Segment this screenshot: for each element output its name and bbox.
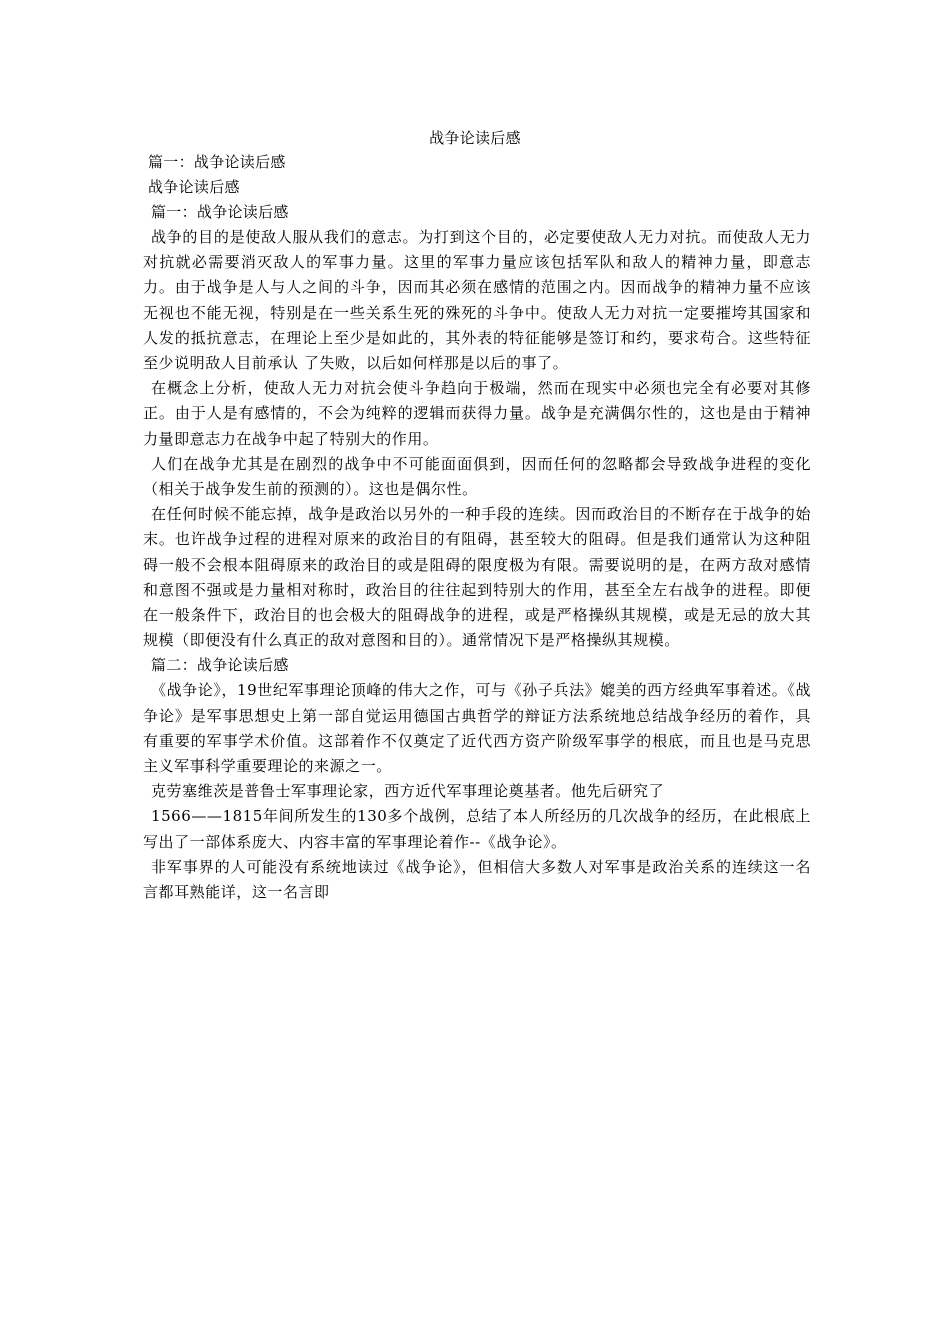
section-heading: 篇二：战争论读后感 <box>151 656 289 675</box>
section-subheading: 战争论读后感 <box>148 178 240 196</box>
body-paragraph: 《战争论》，19世纪军事理论顶峰的伟大之作，可与《孙子兵法》媲美的西方经典军事着述。《战争论》是军事思想史上第一部自觉运用德国古典哲学的辩证方法系统地总结战争经历的着作，具有重要的军事学术价值。这部着作不仅奠定了近代西方资产阶级军事学的根底，而且也是马克思主义军事科学重要理论的来源之一。 <box>143 681 811 776</box>
body-paragraph: 人们在战争尤其是在剧烈的战争中不可能面面俱到，因而任何的忽略都会导致战争进程的变化（相关于战争发生前的预测的）。这也是偶尔性。 <box>143 454 811 499</box>
section-heading: 篇一：战争论读后感 <box>148 153 286 171</box>
body-paragraph: 非军事界的人可能没有系统地读过《战争论》，但相信大多数人对军事是政治关系的连续这一名言都耳熟能详，这一名言即 <box>143 857 811 902</box>
section-heading: 篇一：战争论读后感 <box>151 203 289 221</box>
body-paragraph: 克劳塞维茨是普鲁士军事理论家，西方近代军事理论奠基者。他先后研究了 <box>151 782 665 801</box>
body-paragraph: 在任何时候不能忘掉，战争是政治以另外的一种手段的连续。因而政治目的不断存在于战争的始末。也许战争过程的进程对原来的政治目的有阻碍，甚至较大的阻碍。但是我们通常认为这种阻碍一般不会根本阻碍原来的政治目的或是阻碍的限度极为有限。需要说明的是，在两方敌对感情和意图不强或是力量相对称时，政治目的往往起到特别大的作用，甚至全左右战争的进程。即便在一般条件下，政治目的也会极大的阻碍战争的进程，或是严格操纵其规模，或是无忌的放大其规模（即便没有什么真正的敌对意图和目的）。通常情况下是严格操纵其规模。 <box>143 505 811 650</box>
body-paragraph: 在概念上分析，使敌人无力对抗会使斗争趋向于极端，然而在现实中必须也完全有必要对其修正。由于人是有感情的，不会为纯粹的逻辑而获得力量。战争是充满偶尔性的，这也是由于精神力量即意志力在战争中起了特别大的作用。 <box>143 379 811 448</box>
document-title: 战争论读后感 <box>429 129 521 147</box>
body-paragraph: 战争的目的是使敌人服从我们的意志。为打到这个目的，必定要使敌人无力对抗。而使敌人无力对抗就必需要消灭敌人的军事力量。这里的军事力量应该包括军队和敌人的精神力量，即意志力。由于战争是人与人之间的斗争，因而其必须在感情的范围之内。因而战争的精神力量不应该无视也不能无视，特别是在一些关系生死的殊死的斗争中。使敌人无力对抗一定要摧垮其国家和人发的抵抗意志，在理论上至少是如此的，其外表的特征能够是签订和约，要求苟合。这些特征至少说明敌人目前承认 了失败，以后如何样那是以后的事了。 <box>143 228 811 373</box>
body-paragraph: 1566——1815年间所发生的130多个战例，总结了本人所经历的几次战争的经历，在此根底上写出了一部体系庞大、内容丰富的军事理论着作--《战争论》。 <box>143 807 811 851</box>
document-body <box>143 150 811 905</box>
